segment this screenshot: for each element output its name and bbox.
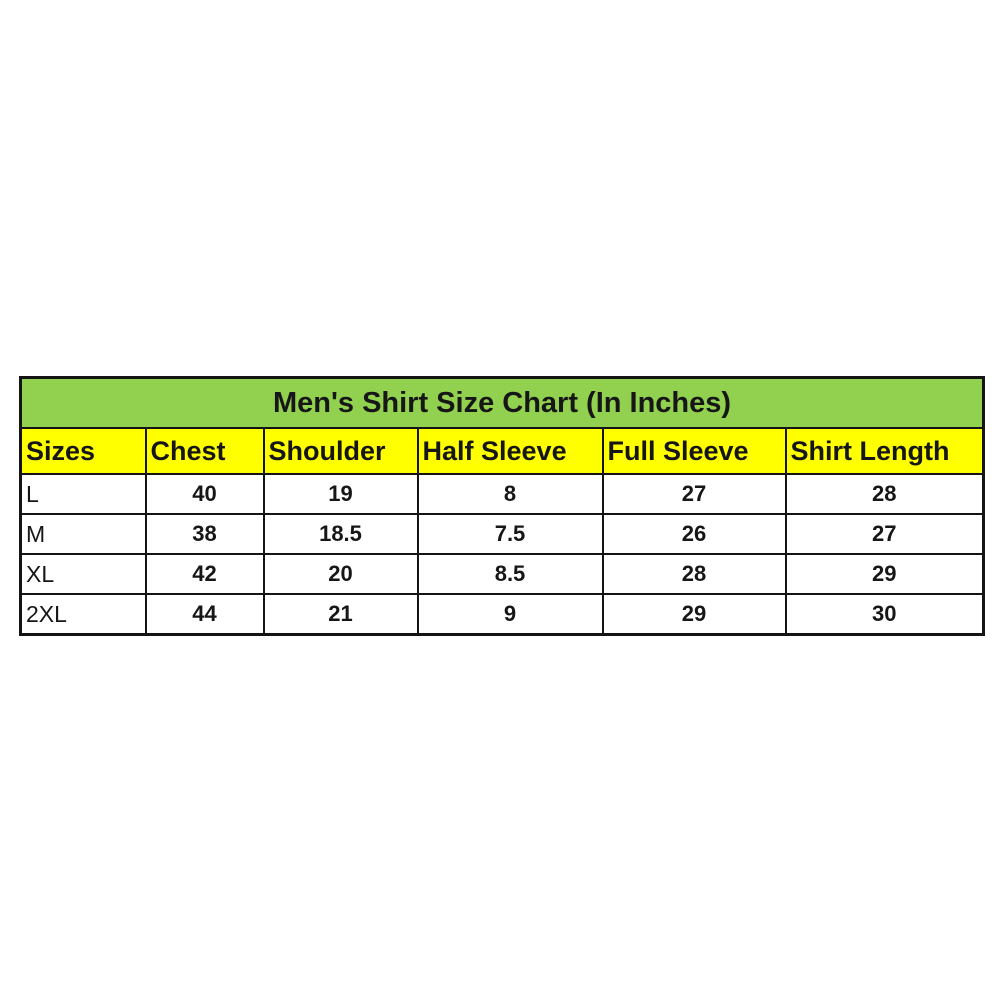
full-sleeve-value: 28 [603, 554, 786, 594]
table-title-row [21, 378, 984, 429]
size-label: XL [21, 554, 146, 594]
chest-value: 38 [146, 514, 264, 554]
table-header-row [21, 428, 984, 474]
size-label: L [21, 474, 146, 514]
header-shoulder: Shoulder [264, 428, 418, 474]
table-row-m [21, 514, 984, 554]
half-sleeve-value: 7.5 [418, 514, 603, 554]
half-sleeve-value: 9 [418, 594, 603, 635]
full-sleeve-value: 29 [603, 594, 786, 635]
table-row-2xl [21, 594, 984, 635]
header-shirt-length: Shirt Length [786, 428, 984, 474]
table-row-l [21, 474, 984, 514]
header-chest: Chest [146, 428, 264, 474]
full-sleeve-value: 26 [603, 514, 786, 554]
size-label: M [21, 514, 146, 554]
shirt-length-value: 28 [786, 474, 984, 514]
size-chart-table [19, 376, 985, 636]
shirt-length-value: 27 [786, 514, 984, 554]
chest-value: 40 [146, 474, 264, 514]
header-half-sleeve: Half Sleeve [418, 428, 603, 474]
half-sleeve-value: 8.5 [418, 554, 603, 594]
full-sleeve-value: 27 [603, 474, 786, 514]
size-label: 2XL [21, 594, 146, 635]
chest-value: 42 [146, 554, 264, 594]
chest-value: 44 [146, 594, 264, 635]
header-sizes: Sizes [21, 428, 146, 474]
shirt-length-value: 30 [786, 594, 984, 635]
shoulder-value: 18.5 [264, 514, 418, 554]
header-full-sleeve: Full Sleeve [603, 428, 786, 474]
shoulder-value: 21 [264, 594, 418, 635]
table-title: Men's Shirt Size Chart (In Inches) [21, 378, 984, 429]
table-row-xl [21, 554, 984, 594]
shirt-length-value: 29 [786, 554, 984, 594]
shoulder-value: 19 [264, 474, 418, 514]
half-sleeve-value: 8 [418, 474, 603, 514]
shoulder-value: 20 [264, 554, 418, 594]
